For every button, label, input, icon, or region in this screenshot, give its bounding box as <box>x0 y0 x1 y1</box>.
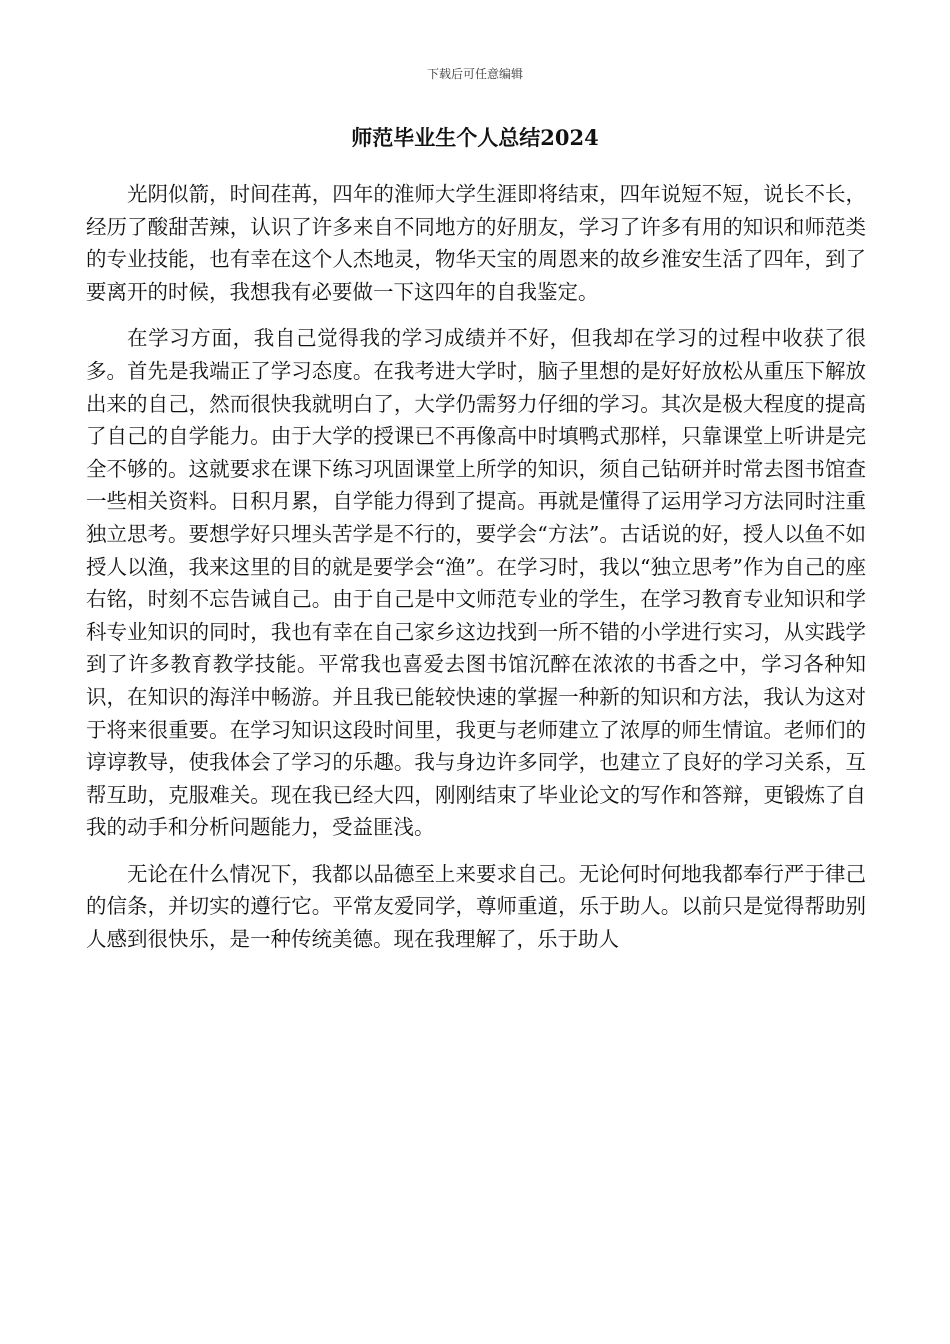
paragraph-study: 在学习方面，我自己觉得我的学习成绩并不好，但我却在学习的过程中收获了很多。首先是我端正了学习态度。在我考进大学时，脑子里想的是好好放松从重压下解放出来的自己，然而很快我就明白了，大学仍需努力仔细的学习。其次是极大程度的提高了自己的自学能力。由于大学的授课已不再像高中时填鸭式那样，只靠课堂上听讲是完全不够的。这就要求在课下练习巩固课堂上所学的知识，须自己钻研并时常去图书馆查一些相关资料。日积月累，自学能力得到了提高。再就是懂得了运用学习方法同时注重独立思考。要想学好只埋头苦学是不行的，要学会“方法”。古话说的好，授人以鱼不如授人以渔，我来这里的目的就是要学会“渔”。在学习时，我以“独立思考”作为自己的座右铭，时刻不忘告诫自己。由于自己是中文师范专业的学生，在学习教育专业知识和学科专业知识的同时，我也有幸在自己家乡这边找到一所不错的小学进行实习，从实践学到了许多教育教学技能。平常我也喜爱去图书馆沉醉在浓浓的书香之中，学习各种知识，在知识的海洋中畅游。并且我已能较快速的掌握一种新的知识和方法，我认为这对于将来很重要。在学习知识这段时间里，我更与老师建立了浓厚的师生情谊。老师们的谆谆教导，使我体会了学习的乐趣。我与身边许多同学，也建立了良好的学习关系，互帮互助，克服难关。现在我已经大四，刚刚结束了毕业论文的写作和答辩，更锻炼了自我的动手和分析问题能力，受益匪浅。 <box>86 326 866 840</box>
document-body <box>86 178 866 970</box>
document-title: 师范毕业生个人总结2024 <box>351 125 599 150</box>
paragraph-character: 无论在什么情况下，我都以品德至上来要求自己。无论何时何地我都奉行严于律己的信条，并切实的遵行它。平常友爱同学，尊师重道，乐于助人。以前只是觉得帮助别人感到很快乐，是一种传统美德。现在我理解了，乐于助人 <box>86 861 866 952</box>
paragraph-intro: 光阴似箭，时间荏苒，四年的淮师大学生涯即将结束，四年说短不短，说长不长，经历了酸甜苦辣，认识了许多来自不同地方的好朋友，学习了许多有用的知识和师范类的专业技能，也有幸在这个人杰地灵，物华天宝的周恩来的故乡淮安生活了四年，到了要离开的时候，我想我有必要做一下这四年的自我鉴定。 <box>86 182 866 304</box>
header-note: 下载后可任意编辑 <box>426 67 523 81</box>
